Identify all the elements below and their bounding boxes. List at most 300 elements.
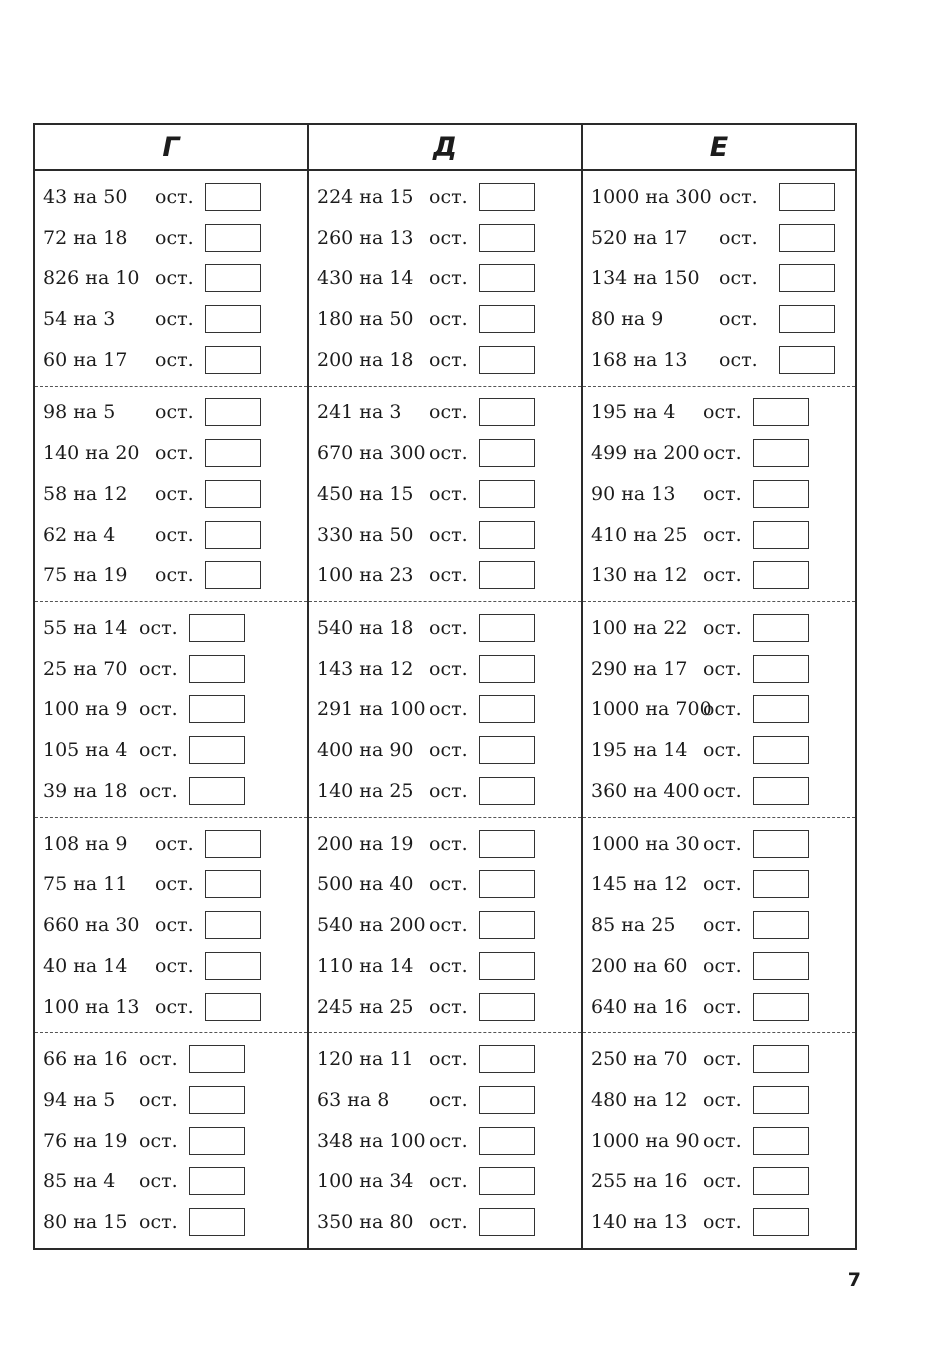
remainder-label: ост. [139,1211,178,1234]
exercise-row [583,343,855,377]
answer-box[interactable] [753,952,809,980]
division-expression: 60 на 17 [43,348,128,371]
exercise-row [309,733,581,767]
remainder-label: ост. [155,564,194,587]
exercise-row [583,558,855,592]
remainder-label: ост. [155,832,194,855]
remainder-label: ост. [139,616,178,639]
exercise-row [309,652,581,686]
exercise-row [583,990,855,1024]
division-expression: 134 на 150 [591,267,700,290]
exercise-block [309,818,581,1034]
division-expression: 640 на 16 [591,995,688,1018]
remainder-label: ост. [139,1129,178,1152]
exercise-row [583,302,855,336]
exercise-row [583,774,855,808]
division-expression: 120 на 11 [317,1048,414,1071]
exercise-row [35,949,307,983]
answer-box[interactable] [205,870,261,898]
division-expression: 255 на 16 [591,1170,688,1193]
division-expression: 98 на 5 [43,401,116,424]
division-expression: 200 на 18 [317,348,414,371]
exercise-row [35,827,307,861]
division-expression: 291 на 100 [317,698,426,721]
exercise-row [583,395,855,429]
answer-box[interactable] [479,183,535,211]
exercise-row [309,908,581,942]
exercise-row [309,1205,581,1239]
remainder-label: ост. [429,995,468,1018]
answer-box[interactable] [479,870,535,898]
answer-box[interactable] [779,264,835,292]
answer-box[interactable] [189,1045,245,1073]
answer-box[interactable] [479,695,535,723]
division-expression: 140 на 13 [591,1211,688,1234]
division-expression: 430 на 14 [317,267,414,290]
answer-box[interactable] [205,561,261,589]
division-expression: 100 на 13 [43,995,140,1018]
remainder-label: ост. [139,1170,178,1193]
answer-box[interactable] [189,1086,245,1114]
division-expression: 63 на 8 [317,1088,390,1111]
exercise-row [583,518,855,552]
answer-box[interactable] [753,614,809,642]
answer-box[interactable] [189,1127,245,1155]
answer-box[interactable] [205,830,261,858]
division-expression: 540 на 200 [317,914,426,937]
remainder-label: ост. [429,1170,468,1193]
exercise-block [35,387,307,603]
exercise-block [35,818,307,1034]
exercise-row [583,1205,855,1239]
remainder-label: ост. [155,401,194,424]
remainder-label: ост. [429,739,468,762]
division-expression: 250 на 70 [591,1048,688,1071]
division-expression: 360 на 400 [591,780,700,803]
exercise-table [33,123,857,1250]
answer-box[interactable] [205,521,261,549]
answer-box[interactable] [479,480,535,508]
remainder-label: ост. [429,442,468,465]
exercise-block [583,602,855,818]
remainder-label: ост. [155,914,194,937]
remainder-label: ост. [139,780,178,803]
exercise-block [309,602,581,818]
remainder-label: ост. [703,698,742,721]
answer-box[interactable] [753,1045,809,1073]
remainder-label: ост. [429,564,468,587]
division-expression: 80 на 9 [591,308,664,331]
exercise-row [309,518,581,552]
division-expression: 100 на 34 [317,1170,414,1193]
exercise-row [309,180,581,214]
column-header: Е [583,125,855,171]
division-expression: 94 на 5 [43,1088,116,1111]
remainder-label: ост. [155,873,194,896]
exercise-row [583,221,855,255]
division-expression: 400 на 90 [317,739,414,762]
answer-box[interactable] [779,224,835,252]
exercise-row [35,1124,307,1158]
division-expression: 143 на 12 [317,657,414,680]
answer-box[interactable] [479,614,535,642]
remainder-label: ост. [719,267,758,290]
division-expression: 40 на 14 [43,954,128,977]
division-expression: 450 на 15 [317,482,414,505]
answer-box[interactable] [753,993,809,1021]
exercise-row [35,867,307,901]
exercise-row [583,1164,855,1198]
answer-box[interactable] [479,439,535,467]
answer-box[interactable] [189,736,245,764]
answer-box[interactable] [205,224,261,252]
exercise-row [583,949,855,983]
remainder-label: ост. [429,226,468,249]
remainder-label: ост. [139,1048,178,1071]
division-expression: 105 на 4 [43,739,128,762]
remainder-label: ост. [155,308,194,331]
division-expression: 76 на 19 [43,1129,128,1152]
remainder-label: ост. [155,267,194,290]
answer-box[interactable] [479,346,535,374]
division-expression: 168 на 13 [591,348,688,371]
column-body [35,171,307,1248]
exercise-row [35,261,307,295]
division-expression: 75 на 19 [43,564,128,587]
answer-box[interactable] [753,870,809,898]
exercise-row [309,221,581,255]
division-expression: 54 на 3 [43,308,116,331]
answer-box[interactable] [479,777,535,805]
remainder-label: ост. [429,832,468,855]
remainder-label: ост. [703,1170,742,1193]
remainder-label: ост. [719,348,758,371]
exercise-row [309,436,581,470]
exercise-row [35,692,307,726]
exercise-block [583,387,855,603]
exercise-row [35,518,307,552]
answer-box[interactable] [479,224,535,252]
division-expression: 200 на 60 [591,954,688,977]
remainder-label: ост. [155,954,194,977]
division-expression: 66 на 16 [43,1048,128,1071]
division-expression: 62 на 4 [43,523,116,546]
division-expression: 180 на 50 [317,308,414,331]
column-body [583,171,855,1248]
exercise-row [35,611,307,645]
answer-box[interactable] [205,305,261,333]
remainder-label: ост. [703,954,742,977]
exercise-row [583,1083,855,1117]
exercise-row [309,261,581,295]
answer-box[interactable] [753,736,809,764]
answer-box[interactable] [479,1127,535,1155]
remainder-label: ост. [429,401,468,424]
remainder-label: ост. [703,482,742,505]
remainder-label: ост. [703,739,742,762]
exercise-row [35,990,307,1024]
exercise-row [309,774,581,808]
remainder-label: ост. [719,185,758,208]
answer-box[interactable] [479,1167,535,1195]
column-g [35,125,309,1248]
remainder-label: ост. [139,657,178,680]
exercise-row [35,302,307,336]
exercise-row [583,436,855,470]
remainder-label: ост. [429,914,468,937]
answer-box[interactable] [189,655,245,683]
answer-box[interactable] [479,830,535,858]
exercise-row [35,652,307,686]
exercise-block [309,387,581,603]
remainder-label: ост. [155,442,194,465]
division-expression: 410 на 25 [591,523,688,546]
answer-box[interactable] [753,1127,809,1155]
division-expression: 85 на 25 [591,914,676,937]
remainder-label: ост. [429,1211,468,1234]
remainder-label: ост. [703,1129,742,1152]
exercise-row [35,436,307,470]
answer-box[interactable] [205,183,261,211]
exercise-block [309,1033,581,1248]
division-expression: 80 на 15 [43,1211,128,1234]
answer-box[interactable] [189,777,245,805]
answer-box[interactable] [753,1167,809,1195]
division-expression: 500 на 40 [317,873,414,896]
answer-box[interactable] [205,952,261,980]
answer-box[interactable] [479,1086,535,1114]
exercise-row [583,867,855,901]
remainder-label: ост. [155,523,194,546]
exercise-row [35,343,307,377]
exercise-row [309,611,581,645]
division-expression: 1000 на 300 [591,185,712,208]
division-expression: 245 на 25 [317,995,414,1018]
remainder-label: ост. [429,1129,468,1152]
exercise-row [583,611,855,645]
exercise-row [35,558,307,592]
remainder-label: ост. [719,226,758,249]
exercise-block [583,171,855,387]
division-expression: 540 на 18 [317,616,414,639]
remainder-label: ост. [703,914,742,937]
answer-box[interactable] [753,561,809,589]
division-expression: 1000 на 90 [591,1129,700,1152]
answer-box[interactable] [753,695,809,723]
division-expression: 1000 на 700 [591,698,712,721]
remainder-label: ост. [703,657,742,680]
answer-box[interactable] [753,521,809,549]
division-expression: 241 на 3 [317,401,402,424]
division-expression: 195 на 14 [591,739,688,762]
exercise-row [35,395,307,429]
exercise-row [309,827,581,861]
exercise-row [35,774,307,808]
answer-box[interactable] [205,346,261,374]
answer-box[interactable] [479,305,535,333]
exercise-block [35,1033,307,1248]
answer-box[interactable] [205,993,261,1021]
answer-box[interactable] [205,480,261,508]
division-expression: 480 на 12 [591,1088,688,1111]
remainder-label: ост. [429,482,468,505]
remainder-label: ост. [719,308,758,331]
remainder-label: ост. [703,1048,742,1071]
division-expression: 200 на 19 [317,832,414,855]
division-expression: 1000 на 30 [591,832,700,855]
remainder-label: ост. [155,482,194,505]
remainder-label: ост. [429,954,468,977]
division-expression: 224 на 15 [317,185,414,208]
page-number: 7 [847,1269,861,1291]
division-expression: 348 на 100 [317,1129,426,1152]
answer-box[interactable] [779,305,835,333]
division-expression: 110 на 14 [317,954,414,977]
answer-box[interactable] [753,830,809,858]
exercise-row [35,221,307,255]
exercise-row [583,477,855,511]
column-header: Д [309,125,581,171]
answer-box[interactable] [753,1208,809,1236]
division-expression: 350 на 80 [317,1211,414,1234]
division-expression: 58 на 12 [43,482,128,505]
answer-box[interactable] [753,655,809,683]
remainder-label: ост. [703,1211,742,1234]
remainder-label: ост. [429,348,468,371]
answer-box[interactable] [189,1167,245,1195]
division-expression: 260 на 13 [317,226,414,249]
division-expression: 100 на 23 [317,564,414,587]
exercise-row [309,990,581,1024]
division-expression: 140 на 20 [43,442,140,465]
exercise-row [35,1083,307,1117]
exercise-row [309,343,581,377]
answer-box[interactable] [189,695,245,723]
answer-box[interactable] [753,911,809,939]
answer-box[interactable] [479,911,535,939]
exercise-row [309,1164,581,1198]
answer-box[interactable] [753,439,809,467]
exercise-row [583,1042,855,1076]
exercise-row [35,908,307,942]
answer-box[interactable] [753,480,809,508]
exercise-row [35,1164,307,1198]
division-expression: 100 на 22 [591,616,688,639]
division-expression: 25 на 70 [43,657,128,680]
answer-box[interactable] [479,993,535,1021]
exercise-row [309,692,581,726]
remainder-label: ост. [429,780,468,803]
remainder-label: ост. [429,616,468,639]
exercise-row [309,949,581,983]
exercise-row [583,652,855,686]
answer-box[interactable] [189,614,245,642]
exercise-block [583,1033,855,1248]
remainder-label: ост. [155,226,194,249]
exercise-row [35,1042,307,1076]
division-expression: 75 на 11 [43,873,128,896]
exercise-row [309,477,581,511]
remainder-label: ост. [703,995,742,1018]
remainder-label: ост. [139,1088,178,1111]
remainder-label: ост. [703,616,742,639]
division-expression: 72 на 18 [43,226,128,249]
remainder-label: ост. [429,267,468,290]
exercise-row [35,477,307,511]
exercise-row [583,692,855,726]
exercise-row [35,180,307,214]
answer-box[interactable] [205,911,261,939]
remainder-label: ост. [429,308,468,331]
answer-box[interactable] [753,1086,809,1114]
answer-box[interactable] [479,655,535,683]
column-d [309,125,583,1248]
remainder-label: ост. [139,698,178,721]
remainder-label: ост. [155,995,194,1018]
remainder-label: ост. [429,1048,468,1071]
exercise-row [309,395,581,429]
remainder-label: ост. [429,873,468,896]
remainder-label: ост. [703,564,742,587]
exercise-block [583,818,855,1034]
exercise-row [309,1083,581,1117]
column-e [583,125,855,1248]
remainder-label: ост. [139,739,178,762]
answer-box[interactable] [205,439,261,467]
division-expression: 145 на 12 [591,873,688,896]
answer-box[interactable] [779,183,835,211]
remainder-label: ост. [429,698,468,721]
division-expression: 108 на 9 [43,832,128,855]
answer-box[interactable] [479,1045,535,1073]
answer-box[interactable] [479,561,535,589]
division-expression: 90 на 13 [591,482,676,505]
answer-box[interactable] [479,736,535,764]
exercise-row [35,1205,307,1239]
exercise-row [583,1124,855,1158]
answer-box[interactable] [189,1208,245,1236]
column-header: Г [35,125,307,171]
remainder-label: ост. [703,401,742,424]
answer-box[interactable] [479,952,535,980]
answer-box[interactable] [479,398,535,426]
remainder-label: ост. [155,185,194,208]
remainder-label: ост. [703,873,742,896]
answer-box[interactable] [779,346,835,374]
remainder-label: ост. [703,832,742,855]
answer-box[interactable] [753,398,809,426]
remainder-label: ост. [429,1088,468,1111]
exercise-row [309,1042,581,1076]
exercise-row [35,733,307,767]
division-expression: 195 на 4 [591,401,676,424]
answer-box[interactable] [479,1208,535,1236]
column-body [309,171,581,1248]
remainder-label: ост. [703,780,742,803]
answer-box[interactable] [753,777,809,805]
remainder-label: ост. [429,185,468,208]
division-expression: 670 на 300 [317,442,426,465]
answer-box[interactable] [479,264,535,292]
exercise-block [35,602,307,818]
answer-box[interactable] [205,398,261,426]
answer-box[interactable] [205,264,261,292]
remainder-label: ост. [429,657,468,680]
answer-box[interactable] [479,521,535,549]
remainder-label: ост. [703,1088,742,1111]
exercise-block [35,171,307,387]
division-expression: 826 на 10 [43,267,140,290]
